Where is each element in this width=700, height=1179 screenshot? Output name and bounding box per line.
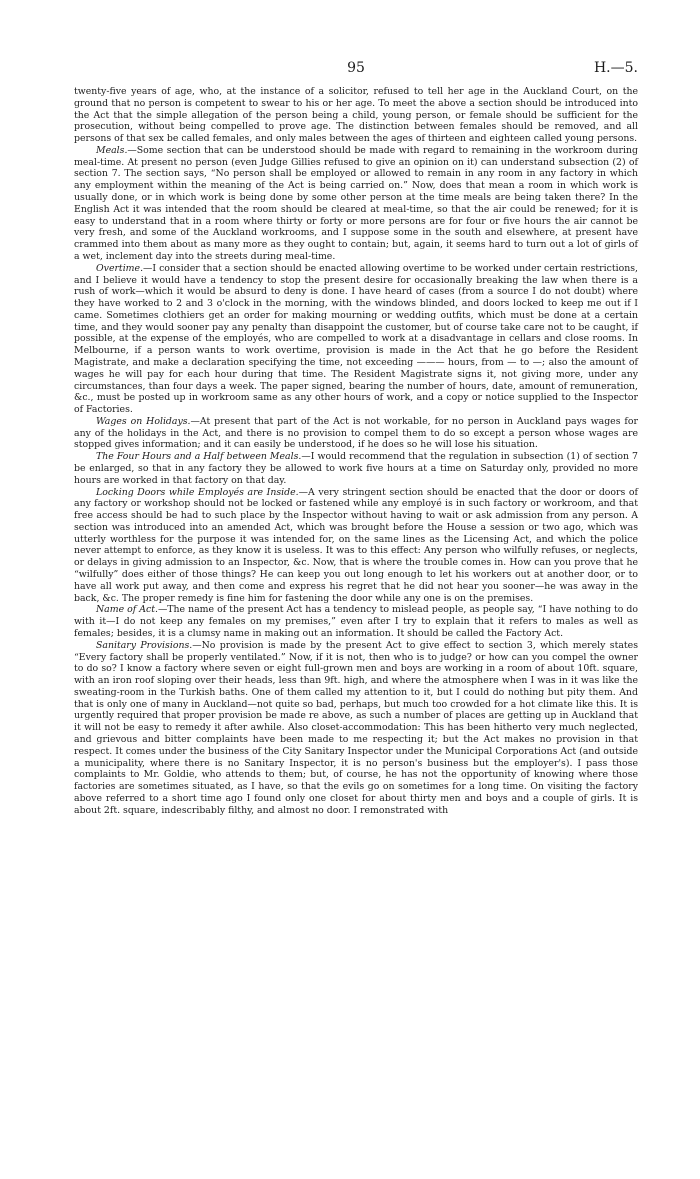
paragraph-text: —I would recommend that the regulation in subsection (1) of section 7 be enlarged, so that in any factory they be allowed to work five hours at a time on Saturday only, provided no more hours are worked in that factory on that day. [74,451,638,486]
paragraph-meals [74,145,638,263]
paragraph-wages-on-holidays [74,416,638,451]
section-heading-wages-on-holidays: Wages on Holidays. [96,415,191,427]
paragraph-age-allegation [74,86,638,145]
document-reference: H.—5. [593,60,638,76]
paragraph-overtime [74,263,638,416]
paragraph-four-hours-between-meals [74,451,638,486]
paragraph-text: —The name of the present Act has a tendency to mislead people, as people say, “I have nothing to do with it—I do not keep any females on my premises,” even after I try to explain that it refers to males as well as females; besides, it is a clumsy name in making out an information. It should be called the Factory Act. [74,604,639,639]
section-heading-name-of-act: Name of Act. [96,604,158,616]
section-heading-locking-doors: Locking Doors while Employés are Inside. [96,486,299,498]
paragraph-text: —No provision is made by the present Act to give effect to section 3, which merely states “Every factory shall be properly ventilated.” Now, if it is not, then who is to judge? or how can you compel the owner to do so? I know a factory where seven or eight full-grown men and boys are working in a room of about 10ft. square, with an iron roof sloping over their heads, less than 9ft. high, and where the atmosphere when I was in it was like the sweating-room in the Turkish baths. One of them called my attention to it, but I could do nothing but pity them. And that is only one of many in Auckland—not quite so bad, perhaps, but much too crowded for a hot climate like this. It is urgently required that proper provision be made re above, as such a number of places are getting up in Auckland that it will not be easy to remedy it after awhile. Also closet-accommodation: This has been hitherto very much neglected, and grievous and bitter complaints have been made to me respecting it; but the Act makes no provision in that respect. It comes under the business of the City Sanitary Inspector under the Municipal Corporations Act (and outside a municipality, where there is no Sanitary Inspector, it is no person's business but the employer's). I pass those complaints to Mr. Goldie, who attends to them; but, of course, he has not the opportunity of knowing where those factories are sometimes situated, as I have, so that the evils go on sometimes for a long time. On visiting the factory above referred to a short time ago I found only one closet for about thirty men and boys and a couple of girls. It is about 2ft. square, indescribably filthy, and almost no door. I remonstrated with [74,639,638,816]
section-heading-meals: Meals. [96,144,128,156]
report-body [74,86,638,816]
paragraph-text: twenty-five years of age, who, at the instance of a solicitor, refused to tell her age in the Auckland Court, on the ground that no person is competent to swear to his or her age. To meet the above a section should be introduced into the Act that the simple allegation of the person being a child, young person, or female should be sufficient for the prosecution, without being compelled to prove age. The distinction between females should be removed, and all persons of that sex be called females, and only males between the ages of thirteen and eighteen called young persons. [74,86,638,145]
paragraph-sanitary-provisions [74,640,638,817]
paragraph-name-of-act [74,604,638,639]
paragraph-text: —A very stringent section should be enacted that the door or doors of any factory or workshop should not be locked or fastened while any employé is in such factory or workroom, and that free access should be had to such place by the Inspector without having to wait or ask admission from any person. A section was introduced into an amended Act, which was brought before the House a session or two ago, which was utterly worthless for the purpose it was intended for, on the same lines as the Licensing Act, and which the police never attempt to enforce, as they know it is useless. It was to this effect: Any person who wilfully refuses, or neglects, or delays in giving admission to an Inspector, &c. Now, that is where the trouble comes in. How can you prove that he “wilfully” does either of those things? He can keep you out long enough to let his workers out at another door, or to have all work put away, and then come and express his regret that he did not hear you sooner—he was away in the back, &c. The proper remedy is fine him for fastening the door while any one is on the premises. [74,486,638,604]
page-number: 95 [347,60,365,76]
page-header [74,60,638,78]
paragraph-text: —At present that part of the Act is not workable, for no person in Auckland pays wages for any of the holidays in the Act, and there is no provision to compel them to do so except a person whose wages are stopped gives information; and it can easily be understood, if he does so he will lose his situation. [74,415,638,451]
section-heading-four-hours: The Four Hours and a Half between Meals. [96,451,302,463]
section-heading-overtime: Overtime. [96,262,144,274]
section-heading-sanitary-provisions: Sanitary Provisions. [96,639,193,651]
paragraph-locking-doors [74,487,638,605]
paragraph-text: —Some section that can be understood should be made with regard to remaining in the workroom during meal-time. At present no person (even Judge Gillies refused to give an opinion on it) can understand subsection (2) of section 7. The section says, “No person shall be employed or allowed to remain in any room in any factory in which any employment within the meaning of the Act is being carried on.” Now, does that mean a room in which work is usually done, or in which work is being done by some other person at the time meals are being taken there? In the English Act it was intended that the room should be cleared at meal-time, so that the air could be renewed; for it is easy to understand that in a room where thirty or forty or more persons are for four or five hours the air cannot be very fresh, and some of the Auckland workrooms, and I suppose some in the south and elsewhere, at present have crammed into them about as many more as they ought to contain; but, again, it seems hard to turn out a lot of girls of a wet, inclement day into the streets during meal-time. [74,144,638,262]
paragraph-text: —I consider that a section should be enacted allowing overtime to be worked under certain restrictions, and I believe it would have a tendency to stop the present desire for occasionally breaking the law when there is a rush of work—which it would be absurd to deny is done. I have heard of cases (from a source I do not doubt) where they have worked to 2 and 3 o'clock in the morning, with the windows blinded, and doors locked to keep me out if I came. Sometimes clothiers get an order for making mourning or wedding outfits, which must be done at a certain time, and they would sooner pay any penalty than disappoint the customer, but of course take care not to be caught, if possible, at the expense of the employés, who are compelled to work at a disadvantage in cellars and close rooms. In Melbourne, if a person wants to work overtime, provision is made in the Act that he go before the Resident Magistrate, and make a declaration specifying the time, not exceeding ——— hours, from — to —; also the amount of wages he will pay for each hour during that time. The Resident Magistrate signs it, not giving more, under any circumstances, than four days a week. The paper signed, bearing the number of hours, date, amount of remuneration, &c., must be posted up in workroom same as any other hours of work, and a copy or notice supplied to the Inspector of Factories. [74,262,638,416]
